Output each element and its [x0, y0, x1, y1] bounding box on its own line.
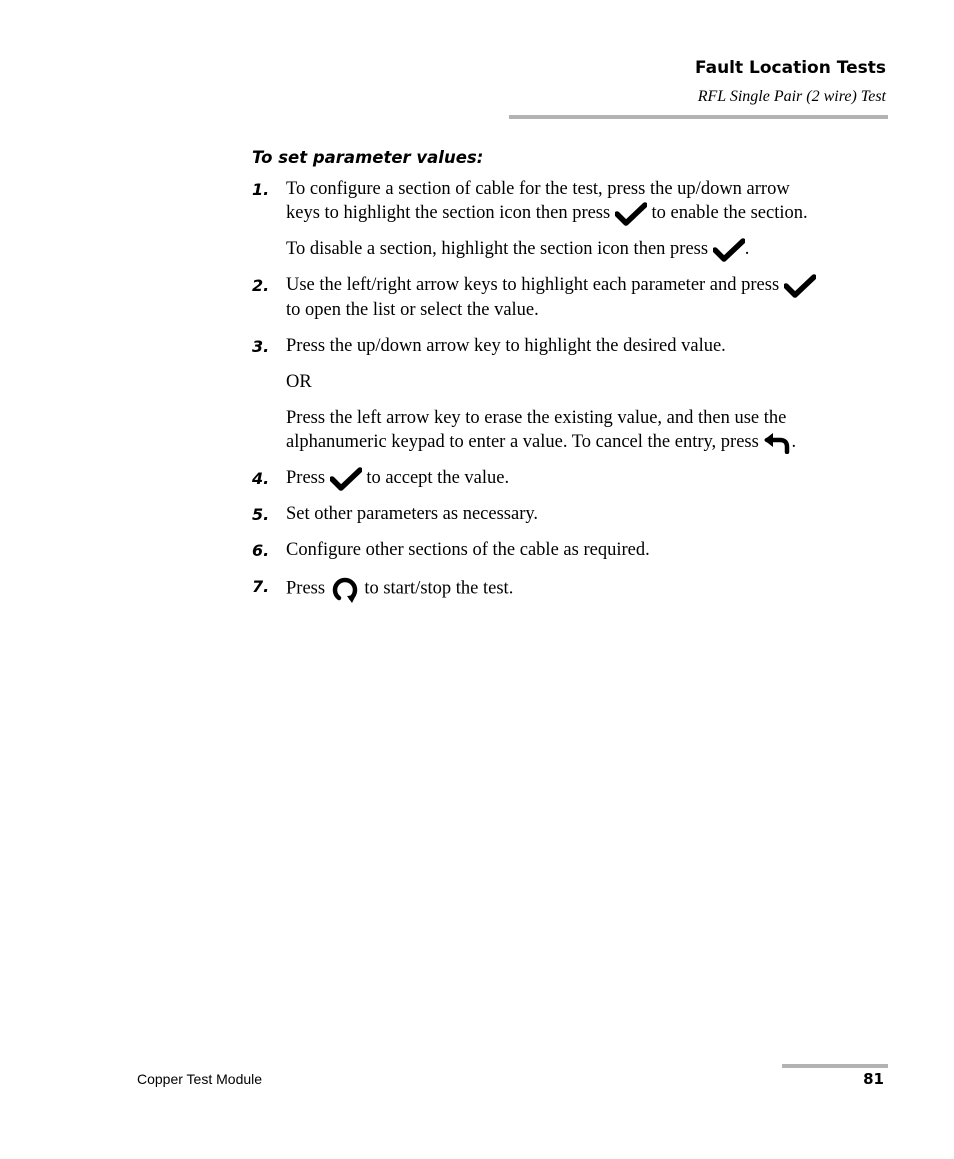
step-number-2: 2. [252, 276, 270, 295]
back-arrow-icon [763, 432, 791, 454]
checkmark-icon [615, 202, 647, 226]
step-6-text: Configure other sections of the cable as required. [286, 540, 650, 560]
step-1-sub-before: To disable a section, highlight the section icon then press [286, 239, 709, 259]
step-3-line-1: Press the up/down arrow key to highlight the desired value. [286, 336, 726, 356]
step-5-text: Set other parameters as necessary. [286, 504, 539, 524]
step-7-before: Press [286, 578, 326, 599]
footer-document-title: Copper Test Module [137, 1071, 263, 1087]
step-number-6: 6. [252, 541, 270, 560]
step-3-alt-line-2-after: . [791, 432, 797, 452]
step-4-before: Press [286, 468, 326, 488]
step-1-line-1: To configure a section of cable for the test, press the up/down arrow [286, 179, 790, 199]
step-3-alt-line-2-before: alphanumeric keypad to enter a value. To cancel the entry, press [286, 432, 759, 452]
checkmark-icon [330, 467, 362, 491]
step-3-alt-line-1: Press the left arrow key to erase the existing value, and then use the [286, 408, 787, 428]
footer-rule [782, 1064, 888, 1068]
step-number-4: 4. [252, 469, 270, 488]
step-1-line-2-after: to enable the section. [651, 203, 808, 223]
step-number-1: 1. [252, 180, 270, 199]
step-number-5: 5. [252, 505, 270, 524]
header-rule [509, 115, 888, 119]
step-2-line-1 [286, 273, 816, 298]
step-3-alt-line-2 [286, 430, 796, 454]
procedure-title: To set parameter values: [252, 148, 484, 167]
step-number-3: 3. [252, 337, 270, 356]
checkmark-icon [784, 274, 816, 298]
checkmark-icon [713, 238, 745, 262]
step-3-or: OR [286, 372, 312, 392]
step-4-line [286, 466, 509, 491]
start-stop-icon [330, 574, 360, 604]
chapter-title: Fault Location Tests [694, 58, 886, 78]
page-number: 81 [863, 1070, 884, 1088]
step-7-line [286, 574, 513, 604]
step-2-line-1-text: Use the left/right arrow keys to highlight each parameter and press [286, 275, 780, 295]
step-1-subparagraph [286, 237, 749, 262]
step-1-line-2 [286, 201, 808, 226]
step-number-7: 7. [252, 577, 270, 596]
step-1-sub-after: . [744, 239, 750, 259]
section-subtitle: RFL Single Pair (2 wire) Test [697, 88, 886, 105]
step-7-after: to start/stop the test. [364, 578, 514, 599]
step-1-line-2-before: keys to highlight the section icon then press [286, 203, 611, 223]
step-2-line-2: to open the list or select the value. [286, 300, 539, 320]
step-4-after: to accept the value. [366, 468, 510, 488]
